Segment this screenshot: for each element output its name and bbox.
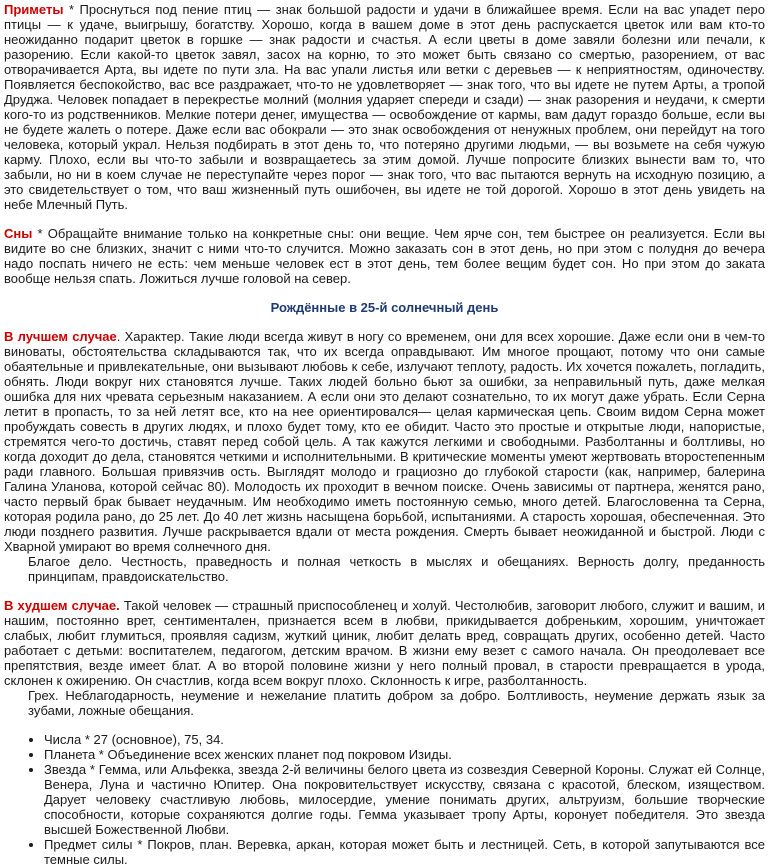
list-item: • Планета * Объединение всех женских планет под покровом Изиды. [44,747,765,762]
best-case-text: . Характер. Такие люди всегда живут в ногу со временем, они для всех хорошие. Даже если они в чем-то виноваты, обстоятельства складываются так, что их всегда оправдывают. Им многое прощают, потому что они самые обаятельные и привлекательные, они вызывают любовь к себе, излучают теплоту, радость. Их хочется пожалеть, погладить, обнять. Люди вокруг них становятся лучше. Таких людей больно бьют за ошибки, за неправильный путь, даже мелкая ошибка для них чревата серьезным наказанием. А если они это делают сознательно, то их могут даже убрать. Если Серна летит в пропасть, то за ней летят все, кто на нее ориентировался— целая кармическая цепь. Своим видом Серна может пробуждать совесть в других людях, и плохо будет тому, кто ее обидит. Часто это простые и открытые люди, напористые, стремятся чего-то достичь, ставят перед собой цель. А так кажутся легкими и свободными. Разболтанны и болтливы, но когда доходит до дела, становятся четкими и исполнительными. В критические моменты умеют жертвовать второстепенным ради главного. Большая привязчив ость. Выглядят молодо и грациозно до глубокой старости (как, например, балерина Галина Уланова, которой сейчас 80). Молодость их проходит в вечном поиске. Очень зависимы от партнера, женятся рано, часто первый брак бывает неудачным. Им необходимо иметь постоянную семью, много детей. Благословенна та Серна, которая родила рано, до 25 лет. До 40 лет жизнь насыщена борьбой, испытаниями. А старость хорошая, обеспеченная. Это люди позднего развития. Лучше раскрывается вдали от места рождения. Смерть бывает неожиданной и быстрой. Люди с Хварной умирают во время солнечного дня. [4,329,765,554]
best-case-paragraph [4,329,765,554]
list-item: • Числа * 27 (основное), 75, 34. [44,732,765,747]
worst-case-label: В худшем случае. [4,598,120,613]
dreams-label: Сны [4,226,33,241]
good-deed-paragraph: Благое дело. Честность, праведность и полная четкость в мыслях и обещаниях. Верность долгу, преданность принципам, правдоискательство. [28,554,765,584]
dreams-text: * Обращайте внимание только на конкретные сны: они вещие. Чем ярче сон, тем быстрее он реализуется. Если вы видите во сне близких, значит с ними что-то случится. Можно заказать сон в этот день, но при этом с полудня до вечера надо поспать ничего не есть: чем меньше человек ест в этот день, тем более вещим будет сон. Но при этом до заката вообще нельзя спать. Ложиться лучше головой на север. [4,226,765,286]
worst-case-text: Такой человек — страшный приспособленец и холуй. Честолюбив, заговорит любого, служит и вашим, и нашим, постоянно врет, сентиментален, признается всем в любви, прикидывается добреньким, хорошим, уничтожает слабых, любит глумиться, проявляя садизм, жуткий циник, любит делать вред, совращать других, особенно детей. Часто работает с детьми: воспитателем, педагогом, детским врачом. В жизни ему везет с самого начала. Он преодолевает все препятствия, везде имеет блат. А во второй половине жизни у него полный провал, в старости превращается в урода, склонен к ожирению. Он счастлив, когда всем вокруг плохо. Склонность к игре, разболтанность. [4,598,765,688]
section-title: Рождённые в 25-й солнечный день [270,300,499,315]
list-item: • Предмет силы * Покров, план. Веревка, аркан, которая может быть и лестницей. Сеть, в которой запутываются все темные силы. [44,837,765,867]
omens-paragraph [4,2,765,212]
facts-list [4,732,765,867]
worst-case-paragraph [4,598,765,688]
omens-text: * Проснуться под пение птиц — знак большой радости и удачи в ближайшее время. Если на вас упадет перо птицы — к удаче, выигрышу, богатству. Хорошо, когда в вашем доме в этот день распускается цветок или вам кто-то неожиданно подарит цветок в горшке — знак радости и счастья. А если цветы в доме завяли болезни или печали, к разорению. Если какой-то цветок завял, засох на корню, то это может быть связано со смертью, разорением, от вас отворачивается Арта, вы идете по пути зла. На вас упали листья или ветки с деревьев — к неприятностям, одиночеству. Появляется беспокойство, вас все раздражает, что-то не удовлетворяет — знак того, что вы идете не путем Арты, а тропой Друджа. Человек попадает в перекрестье молний (молния ударяет спереди и сзади) — знак разорения и неудачи, к смерти кого-то из родственников. Мелкие потери денег, имущества — освобождение от кармы, вам дадут гораздо больше, если вы не будете жалеть о потере. Даже если вас обокрали — это знак освобождения от ненужных проблем, они перейдут на того человека, который украл. Нельзя подбирать в этот день то, что потеряно другими людьми, — вы возьмете на себя чужую карму. Плохо, если вы что-то забыли и возвращаетесь за этим домой. Лучше попросите близких вынести вам то, что забыли, но ни в коем случае не переступайте через порог — знак того, что вас пытаются вернуть на исходную позицию, а это свидетельствует о том, что ваш жизненный путь ошибочен, вы идете не той дорогой. Хорошо в этот день увидеть на небе Млечный Путь. [4,2,765,212]
omens-label: Приметы [4,2,64,17]
sin-paragraph: Грех. Неблагодарность, неумение и нежелание платить добром за добро. Болтливость, неумение держать язык за зубами, ложные обещания. [28,688,765,718]
best-case-label: В лучшем случае [4,329,117,344]
list-item: • Звезда * Гемма, или Альфекка, звезда 2-й величины белого цвета из созвездия Северной Короны. Служат ей Солнце, Венера, Луна и частично Юпитер. Она покровительствует искусству, связана с красотой, блеском, изяществом. Дарует человеку счастливую любовь, милосердие, умение понимать других, альтруизм, большие творческие способности, которые сохраняются долгие годы. Гемма указывает тропу Арты, коронует победителя. Это звезда высшей Божественной Любви. [44,762,765,837]
dreams-paragraph [4,226,765,286]
